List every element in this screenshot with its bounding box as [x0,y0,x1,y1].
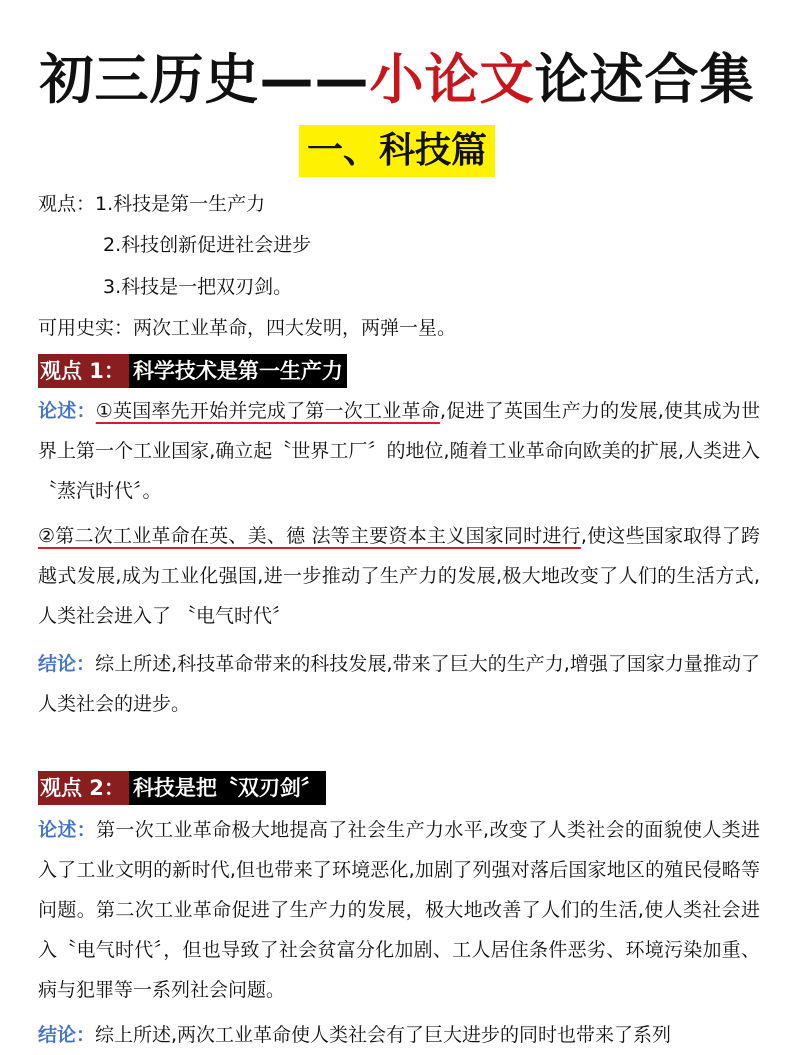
title-highlight: 小论文 [369,48,535,111]
conclusion-label: 结论： [38,653,96,675]
underlined-text: ②第二次工业革命在英、美、德 法等主要资本主义国家同时进行 [38,525,581,547]
point-2-argument [38,810,760,1010]
underlined-text: ①英国率先开始并完成了第一次工业革命 [95,400,440,422]
viewpoints-label: 观点： [38,193,96,215]
point-2-conclusion [38,1015,760,1055]
title-part-3: 论述合集 [534,48,755,111]
point-2-tag-label: 观点 2： [38,771,129,805]
point-1-tag-label: 观点 1： [38,354,129,388]
conclusion-label: 结论： [38,1024,96,1046]
point-2-tag [38,771,326,805]
available-facts: 可用史实：两次工业革命，四大发明，两弹一星。 [38,317,457,339]
viewpoint-item: 1.科技是第一生产力 [95,193,266,215]
point-2-tag-text: 科技是把〝双刃剑〞 [129,771,326,805]
viewpoint-item: 2.科技创新促进社会进步 [103,234,312,256]
point-1-tag [38,354,347,388]
conclusion-text: 综上所述,两次工业革命使人类社会有了巨大进步的同时也带来了系列 [95,1024,672,1046]
section-heading: 一、科技篇 [299,125,495,177]
argument-label: 论述： [38,400,96,422]
point-1-argument-2 [38,516,760,636]
argument-text: ,促进了英国生产力的发展,使其成为世界上第一个工业国家,确立起〝世界工厂〞的地位,随着工业革命向欧美的扩展,人类进入〝蒸汽时代〞。 [38,400,760,502]
page-title [0,45,794,115]
point-1-argument [38,391,760,511]
viewpoint-line-1 [38,189,265,219]
section-heading-wrap [0,125,794,177]
conclusion-text: 综上所述,科技革命带来的科技发展,带来了巨大的生产力,增强了国家力量推动了人类社会的进步。 [38,653,760,715]
point-1-tag-text: 科学技术是第一生产力 [129,354,347,388]
viewpoint-item: 3.科技是一把双刃剑。 [103,276,293,298]
point-1-conclusion [38,644,760,724]
argument-label: 论述： [38,819,97,841]
argument-text: ,使这些国家取得了跨越式发展,成为工业化强国,进一步推动了生产力的发展,极大地改变了人们的生活方式,人类社会进入了 〝电气时代〞 [38,525,761,627]
title-part-1: 初三历史—— [39,48,370,111]
argument-text: 第一次工业革命极大地提高了社会生产力水平,改变了人类社会的面貌使人类进入了工业文明的新时代,但也带来了环境恶化,加剧了列强对落后国家地区的殖民侵略等问题。第二次工业革命促进了生产力的发展，极大地改善了人们的生活,使人类社会进入〝电气时代〞，但也导致了社会贫富分化加剧、工人居住条件恶劣、环境污染加重、病与犯罪等一系列社会问题。 [38,819,760,1001]
